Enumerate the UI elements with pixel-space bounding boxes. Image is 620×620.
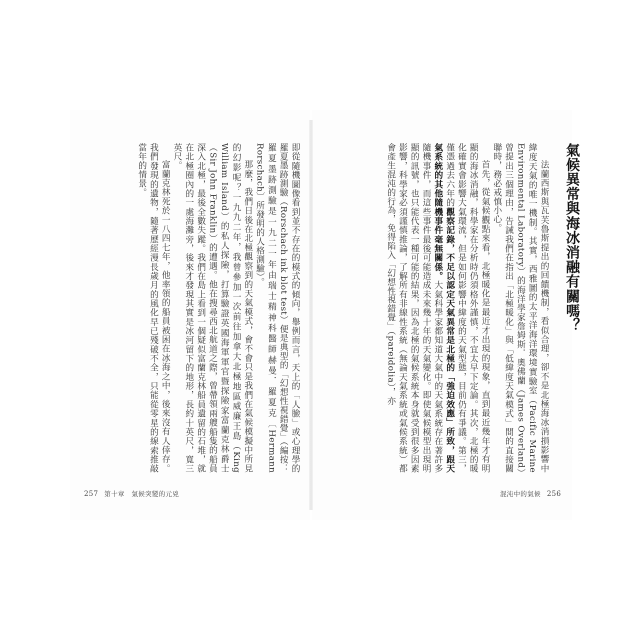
book-gutter: [309, 120, 313, 510]
running-head: 混沌中的氣候: [500, 490, 541, 498]
left-page-body: [86, 143, 300, 473]
right-page-footer: [500, 489, 567, 498]
paragraph-with-emphasis: [384, 143, 490, 473]
page-number: 257: [84, 490, 99, 498]
left-page-footer: [78, 489, 179, 498]
emphasized-text: 觀察記錄，不足以認定天氣異常是北極的「強迫效應」所致，跟天氣系統的其他隨機事件毫無關係。: [432, 143, 455, 473]
paragraph-continued: 即從隨機圖像看到並不存在的模式的傾向，舉例而言，天上的「人臉」或心理學的羅夏墨跡測驗（Rorschach ink blot test）便是典型的「幻想性視錯覺」（編按：羅夏墨跡測驗是一九二一年由瑞士精神科醫師赫曼．羅夏克〔Hermann Rorschach〕所發明的人格測驗）。: [254, 143, 300, 473]
paragraph-rest: 大氣科學家都知道大氣中的天氣系統存在著許多隨機事件，而這些事件最後可能造成未來幾十年的天氣變化。即使氣候模型出現明顯的訊號，也只能代表一種可能的結果，因為北極的氣候系統本身就受到很多因素影響，科學家必須謹慎推論，了解所有非線性系統（無論天氣系統或氣候系統）都會產生混沌的行為，免得陷入「幻想性視錯覺」（pareidolia），亦: [385, 143, 443, 473]
paragraph-lead: 首先，從氣候觀點來看，北極暖化是最近才出現的現象，直到最近幾年才有明顯的海冰消融，科學家在分析時仍須格外謹慎，不宜太早下定論。其次，北極的暖化確實會影響大氣環流，但是如何影響中緯度的天氣型態，目前仍有爭議。第三，僅憑過去六年的: [444, 143, 491, 473]
paragraph: 富蘭克林死於一八四七年，他率領的船員被困在冰海之中，後來沒有人倖存。我們發現的遺物，隨著歷經漫長歲月的風化早已殘破不全，只能從零星的線索推敲當年的情景。: [136, 143, 171, 473]
running-head: 第十章 氣候突變的元兇: [104, 490, 180, 498]
paragraph: 那麼，我們日後在北極觀察到的天氣模式，會不會只是我們在氣候模擬中所見的幻影呢？一九九二年，我曾參加一次前往加拿大北極地區威廉王島（King William Island）的私人探險，打算驗證英國海軍軍官暨探險家富蘭克林爵士（Sir John Franklin）的遭遇。他在搜尋西北航道之際，曾帶領兩艘船隻的船員深入北極，最後全數失蹤。我們在島上看到一個疑似富蘭克林船員遺留的石堆，就在北極圈內的一處海灘旁，後來才發現其實是冰河留下的地形，長約十英尺，寬三英尺。: [172, 143, 253, 473]
paragraph: 法蘭西斯與瓦芙魯斯提出的回饋機制，看似合理，卻不是北極海冰消損影響中緯度天氣的唯一機制。其實，西雅圖的太平洋海洋環境實驗室（Pacific Marine Environmental Laboratory）的海洋學家詹姆斯．奧佛蘭（James Overland）曾提出三個理由，告誡我們在指出「北極暖化」與「低緯度天氣模式」間的直接關聯時，務必戒慎小心。: [491, 143, 549, 473]
right-page-body: [335, 143, 549, 473]
page-number: 256: [546, 490, 562, 498]
section-heading: 氣候異常與海冰消融有關嗎？: [564, 143, 580, 333]
